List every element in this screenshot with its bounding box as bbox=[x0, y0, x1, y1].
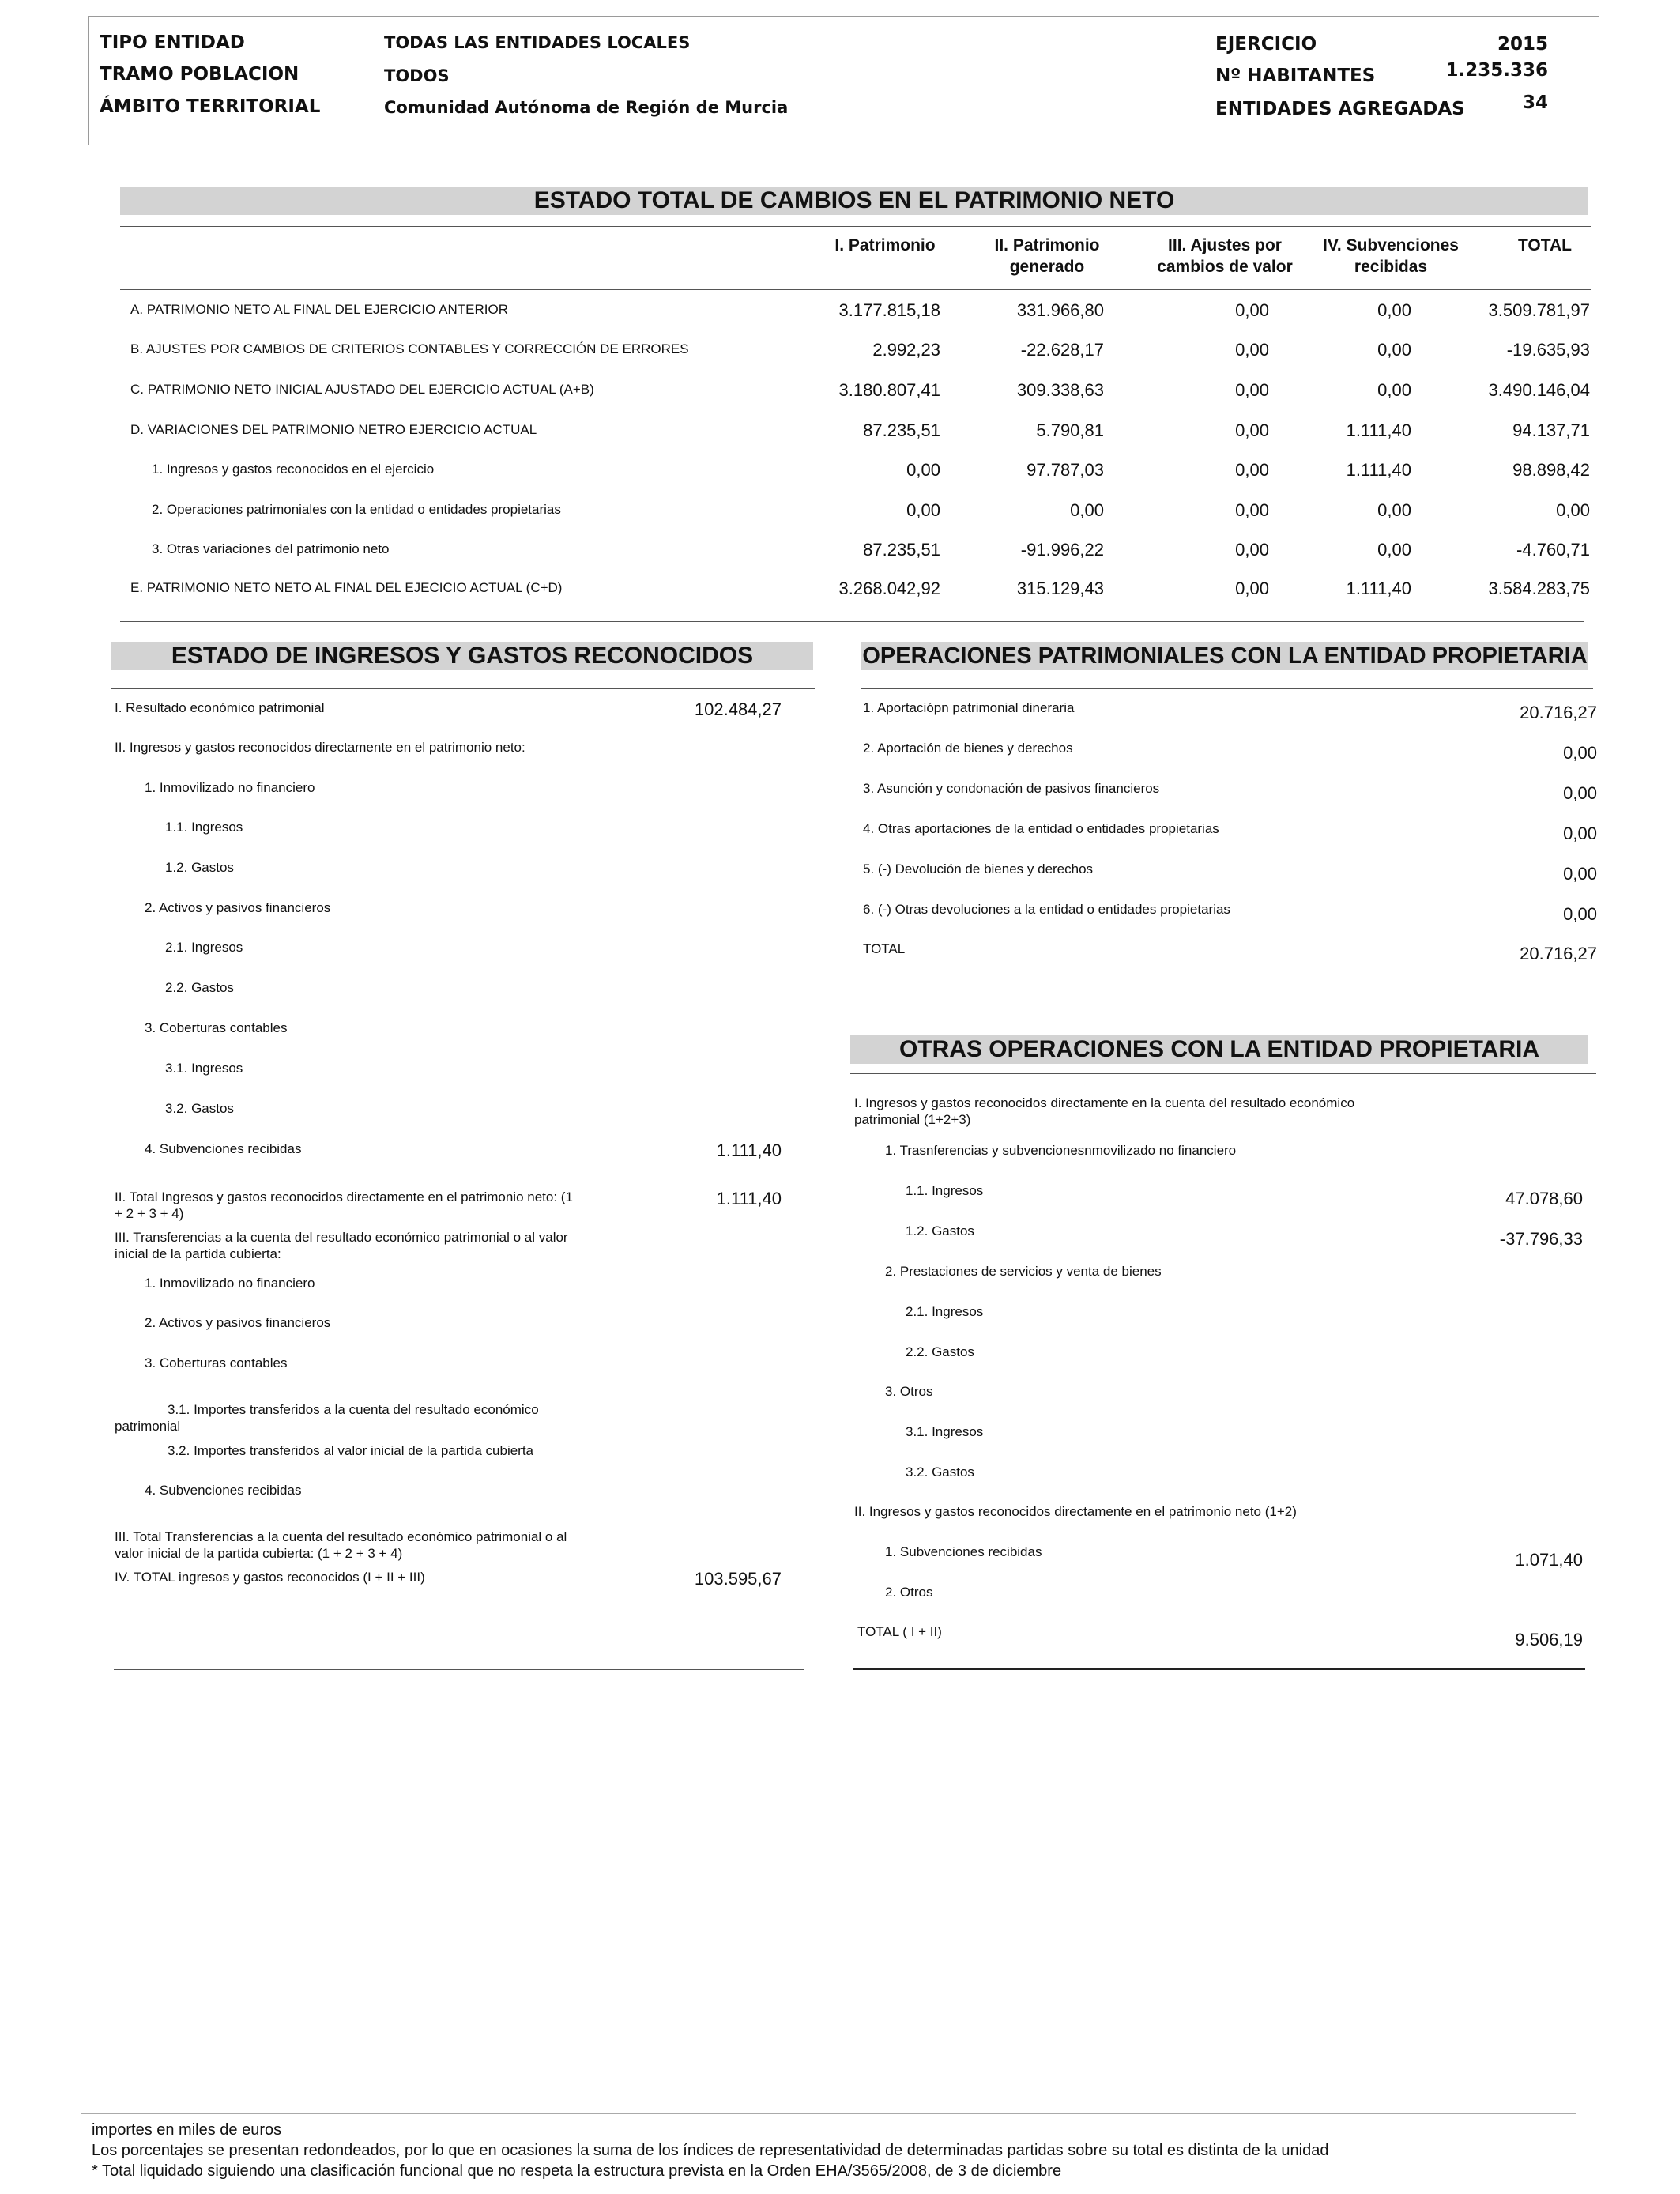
ingresos-row-label: 2.2. Gastos bbox=[165, 980, 234, 995]
ingresos-row-label: 4. Subvenciones recibidas bbox=[145, 1141, 302, 1156]
patrimonio-cell: -4.760,71 bbox=[1516, 540, 1590, 560]
footer-note-functional: * Total liquidado siguiendo una clasificación funcional que no respeta la estructura prevista en la Orden EHA/3565/2008, de 3 de diciembre bbox=[92, 2162, 1062, 2180]
ingresos-row-label: 2. Activos y pasivos financieros bbox=[145, 900, 331, 915]
otras-row-label: 1. Trasnferencias y subvencionesnmovilizado no financiero bbox=[885, 1143, 1237, 1158]
patrimonio-row-label: A. PATRIMONIO NETO AL FINAL DEL EJERCICIO ANTERIOR bbox=[130, 302, 508, 317]
otras-row-label: 2.1. Ingresos bbox=[906, 1304, 984, 1319]
operaciones-row-value: 0,00 bbox=[1563, 864, 1597, 884]
patrimonio-cell: 1.111,40 bbox=[1346, 579, 1411, 598]
patrimonio-cell: 0,00 bbox=[906, 460, 940, 480]
patrimonio-row-label: 2. Operaciones patrimoniales con la entidad o entidades propietarias bbox=[152, 502, 561, 517]
patrimonio-cell: 3.490.146,04 bbox=[1488, 380, 1590, 400]
ejercicio-label: EJERCICIO bbox=[1215, 34, 1317, 55]
ingresos-row-label: 1.2. Gastos bbox=[165, 860, 234, 875]
patrimonio-cell: 0,00 bbox=[1235, 579, 1269, 598]
footer-notes bbox=[92, 2120, 1328, 2181]
patrimonio-cell: 2.992,23 bbox=[872, 340, 940, 360]
ingresos-row-value: 103.595,67 bbox=[694, 1569, 782, 1589]
otras-row-value: 1.071,40 bbox=[1515, 1550, 1583, 1570]
entidades-agregadas-value: 34 bbox=[1522, 92, 1548, 113]
patrimonio-cell: 0,00 bbox=[1070, 500, 1104, 520]
operaciones-row-label: TOTAL bbox=[863, 941, 906, 956]
otras-row-value: -37.796,33 bbox=[1499, 1229, 1583, 1249]
ingresos-row-label: III. Transferencias a la cuenta del resultado económico patrimonial o al valor inicial de la partida cubierta: bbox=[115, 1230, 568, 1261]
col-header-patrimonio-generado: II. Patrimonio generado bbox=[994, 236, 1100, 276]
ingresos-row-label: 2.1. Ingresos bbox=[165, 940, 243, 955]
footer-rule bbox=[81, 2113, 1576, 2114]
patrimonio-cell: 3.584.283,75 bbox=[1488, 579, 1590, 598]
otras-row-label: I. Ingresos y gastos reconocidos directamente en la cuenta del resultado económico patrimonial (1+2+3) bbox=[854, 1095, 1355, 1127]
ingresos-row-value: 1.111,40 bbox=[716, 1140, 782, 1160]
patrimonio-header-rule bbox=[120, 289, 1591, 290]
patrimonio-cell: 0,00 bbox=[1377, 380, 1411, 400]
patrimonio-cell: 0,00 bbox=[1235, 540, 1269, 560]
ingresos-row-label: 3.1. Importes transferidos a la cuenta del resultado económico patrimonial bbox=[115, 1402, 539, 1434]
ambito-territorial-label: ÁMBITO TERRITORIAL bbox=[100, 96, 321, 117]
tramo-poblacion-value: TODOS bbox=[384, 66, 450, 85]
ingresos-top-rule bbox=[111, 688, 815, 689]
ingresos-row-value: 102.484,27 bbox=[694, 699, 782, 719]
operaciones-top-rule bbox=[861, 688, 1593, 689]
patrimonio-cell: 0,00 bbox=[1556, 500, 1590, 520]
patrimonio-cell: 1.111,40 bbox=[1346, 460, 1411, 480]
footer-note-rounding: Los porcentajes se presentan redondeados, por lo que en ocasiones la suma de los índices de representatividad de determinadas partidas sobre su total es distinta de la unidad bbox=[92, 2142, 1329, 2159]
otras-row-label: 2.2. Gastos bbox=[906, 1344, 974, 1359]
patrimonio-cell: 3.180.807,41 bbox=[838, 380, 940, 400]
otras-row-label: 1.2. Gastos bbox=[906, 1223, 974, 1238]
operaciones-row-label: 1. Aportaciópn patrimonial dineraria bbox=[863, 700, 1075, 715]
otras-row-label: 3. Otros bbox=[885, 1384, 933, 1399]
patrimonio-cell: 3.177.815,18 bbox=[838, 300, 940, 320]
operaciones-row-label: 4. Otras aportaciones de la entidad o entidades propietarias bbox=[863, 821, 1219, 836]
patrimonio-cell: 331.966,80 bbox=[1016, 300, 1104, 320]
patrimonio-cell: 0,00 bbox=[1235, 300, 1269, 320]
patrimonio-top-rule bbox=[120, 226, 1591, 227]
patrimonio-cell: 87.235,51 bbox=[863, 540, 940, 560]
col-header-total: TOTAL bbox=[1517, 236, 1573, 254]
operaciones-row-label: 5. (-) Devolución de bienes y derechos bbox=[863, 861, 1094, 876]
operaciones-row-value: 0,00 bbox=[1563, 743, 1597, 763]
patrimonio-cell: -91.996,22 bbox=[1020, 540, 1104, 560]
ingresos-title: ESTADO DE INGRESOS Y GASTOS RECONOCIDOS bbox=[111, 642, 813, 670]
otras-row-label: 3.2. Gastos bbox=[906, 1465, 974, 1480]
ingresos-row-label: II. Ingresos y gastos reconocidos directamente en el patrimonio neto: bbox=[115, 740, 525, 755]
ingresos-row-label: I. Resultado económico patrimonial bbox=[115, 700, 325, 715]
patrimonio-cell: 0,00 bbox=[1377, 340, 1411, 360]
patrimonio-cell: -22.628,17 bbox=[1020, 340, 1104, 360]
operaciones-row-value: 20.716,27 bbox=[1520, 944, 1597, 963]
patrimonio-cell: 87.235,51 bbox=[863, 420, 940, 440]
patrimonio-cell: 0,00 bbox=[1235, 380, 1269, 400]
patrimonio-cell: 0,00 bbox=[1235, 500, 1269, 520]
otras-row-value: 9.506,19 bbox=[1515, 1630, 1583, 1649]
tramo-poblacion-label: TRAMO POBLACION bbox=[100, 64, 299, 85]
ingresos-row-label: 4. Subvenciones recibidas bbox=[145, 1483, 302, 1498]
patrimonio-cell: 0,00 bbox=[1235, 340, 1269, 360]
ingresos-row-label: 3.2. Gastos bbox=[165, 1101, 234, 1116]
otras-row-label: II. Ingresos y gastos reconocidos directamente en el patrimonio neto (1+2) bbox=[854, 1504, 1297, 1519]
patrimonio-cell: 0,00 bbox=[906, 500, 940, 520]
footer-note-units: importes en miles de euros bbox=[92, 2121, 282, 2139]
operaciones-row-label: 3. Asunción y condonación de pasivos financieros bbox=[863, 781, 1160, 796]
ingresos-row-label: 3. Coberturas contables bbox=[145, 1355, 288, 1370]
ingresos-bottom-rule bbox=[114, 1669, 804, 1670]
otras-row-label: 1. Subvenciones recibidas bbox=[885, 1544, 1042, 1559]
otras-bottom-rule bbox=[853, 1668, 1585, 1670]
patrimonio-cell: 3.268.042,92 bbox=[838, 579, 940, 598]
patrimonio-row-label: 1. Ingresos y gastos reconocidos en el ejercicio bbox=[152, 462, 435, 477]
entidades-agregadas-label: ENTIDADES AGREGADAS bbox=[1215, 99, 1465, 119]
operaciones-row-value: 0,00 bbox=[1563, 783, 1597, 803]
patrimonio-row-label: E. PATRIMONIO NETO NETO AL FINAL DEL EJECICIO ACTUAL (C+D) bbox=[130, 580, 563, 595]
patrimonio-cell: 97.787,03 bbox=[1026, 460, 1104, 480]
patrimonio-row-label: D. VARIACIONES DEL PATRIMONIO NETRO EJERCICIO ACTUAL bbox=[130, 422, 537, 437]
operaciones-row-value: 0,00 bbox=[1563, 824, 1597, 843]
col-header-ajustes: III. Ajustes por cambios de valor bbox=[1157, 236, 1293, 276]
col-header-subvenciones: IV. Subvenciones recibidas bbox=[1323, 236, 1459, 276]
patrimonio-cell: 315.129,43 bbox=[1016, 579, 1104, 598]
operaciones-row-value: 20.716,27 bbox=[1520, 703, 1597, 722]
patrimonio-cell: 1.111,40 bbox=[1346, 420, 1411, 440]
ejercicio-value: 2015 bbox=[1497, 34, 1548, 55]
tipo-entidad-label: TIPO ENTIDAD bbox=[100, 32, 245, 53]
otras-row-label: 2. Prestaciones de servicios y venta de bienes bbox=[885, 1264, 1162, 1279]
col-header-patrimonio: I. Patrimonio bbox=[834, 236, 936, 254]
ingresos-row-label: 3.2. Importes transferidos al valor inicial de la partida cubierta bbox=[168, 1443, 534, 1458]
otras-row-label: 1.1. Ingresos bbox=[906, 1183, 984, 1198]
operaciones-row-label: 6. (-) Otras devoluciones a la entidad o entidades propietarias bbox=[863, 902, 1230, 917]
ingresos-row-label: 1. Inmovilizado no financiero bbox=[145, 780, 315, 795]
patrimonio-cell: 0,00 bbox=[1235, 420, 1269, 440]
patrimonio-cell: 309.338,63 bbox=[1016, 380, 1104, 400]
otras-title: OTRAS OPERACIONES CON LA ENTIDAD PROPIETARIA bbox=[850, 1035, 1588, 1064]
ingresos-row-label: 1.1. Ingresos bbox=[165, 820, 243, 835]
otras-row-label: 3.1. Ingresos bbox=[906, 1424, 984, 1439]
operaciones-row-label: 2. Aportación de bienes y derechos bbox=[863, 741, 1073, 756]
patrimonio-cell: 98.898,42 bbox=[1512, 460, 1590, 480]
patrimonio-cell: 0,00 bbox=[1377, 540, 1411, 560]
patrimonio-cell: 5.790,81 bbox=[1036, 420, 1104, 440]
patrimonio-row-label: C. PATRIMONIO NETO INICIAL AJUSTADO DEL EJERCICIO ACTUAL (A+B) bbox=[130, 382, 594, 397]
operaciones-title: OPERACIONES PATRIMONIALES CON LA ENTIDAD PROPIETARIA bbox=[862, 643, 1588, 669]
tipo-entidad-value: TODAS LAS ENTIDADES LOCALES bbox=[384, 33, 691, 52]
patrimonio-row-label: 3. Otras variaciones del patrimonio neto bbox=[152, 541, 390, 556]
patrimonio-title: ESTADO TOTAL DE CAMBIOS EN EL PATRIMONIO NETO bbox=[120, 187, 1588, 215]
ingresos-row-label: 2. Activos y pasivos financieros bbox=[145, 1315, 331, 1330]
ingresos-row-label: 1. Inmovilizado no financiero bbox=[145, 1276, 315, 1291]
ingresos-row-label: 3.1. Ingresos bbox=[165, 1061, 243, 1076]
ingresos-row-label: II. Total Ingresos y gastos reconocidos directamente en el patrimonio neto: (1 + 2 + 3 + 4) bbox=[115, 1189, 573, 1221]
habitantes-label: Nº HABITANTES bbox=[1215, 66, 1376, 86]
patrimonio-cell: 0,00 bbox=[1377, 500, 1411, 520]
otras-row-label: TOTAL ( I + II) bbox=[857, 1624, 942, 1639]
habitantes-value: 1.235.336 bbox=[1445, 60, 1548, 81]
ingresos-row-label: 3. Coberturas contables bbox=[145, 1020, 288, 1035]
patrimonio-cell: 94.137,71 bbox=[1512, 420, 1590, 440]
patrimonio-cell: 0,00 bbox=[1377, 300, 1411, 320]
patrimonio-cell: 3.509.781,97 bbox=[1488, 300, 1590, 320]
operaciones-row-value: 0,00 bbox=[1563, 904, 1597, 924]
patrimonio-row-label: B. AJUSTES POR CAMBIOS DE CRITERIOS CONTABLES Y CORRECCIÓN DE ERRORES bbox=[130, 341, 689, 356]
ingresos-row-label: III. Total Transferencias a la cuenta del resultado económico patrimonial o al valor inicial de la partida cubierta: (1 + 2 + 3 + 4) bbox=[115, 1529, 567, 1561]
patrimonio-bottom-rule bbox=[120, 621, 1584, 622]
ingresos-row-label: IV. TOTAL ingresos y gastos reconocidos (I + II + III) bbox=[115, 1570, 425, 1585]
otras-row-value: 47.078,60 bbox=[1505, 1189, 1583, 1208]
ingresos-row-value: 1.111,40 bbox=[716, 1189, 782, 1208]
patrimonio-cell: 0,00 bbox=[1235, 460, 1269, 480]
header-box bbox=[88, 16, 1599, 145]
patrimonio-cell: -19.635,93 bbox=[1506, 340, 1590, 360]
otras-top-rule bbox=[850, 1073, 1596, 1074]
ambito-territorial-value: Comunidad Autónoma de Región de Murcia bbox=[384, 98, 789, 117]
otras-row-label: 2. Otros bbox=[885, 1585, 933, 1600]
